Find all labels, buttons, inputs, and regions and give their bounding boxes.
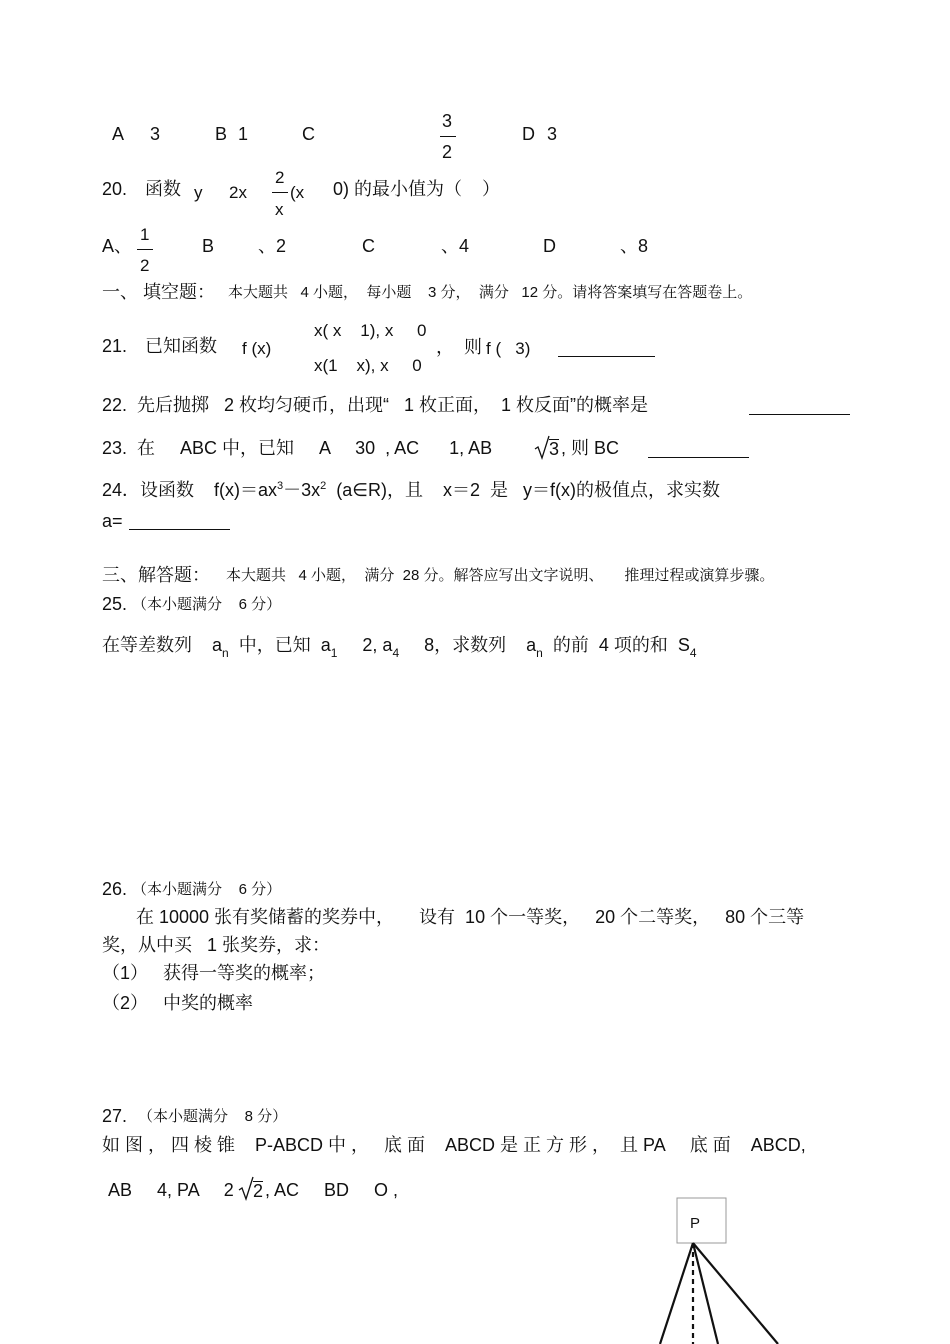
q26-score: （本小题满分 6 分） (132, 881, 282, 898)
q21-tail: ， 则 (436, 337, 483, 357)
q25-body (102, 635, 697, 660)
section-solve-description: 本大题共 4 小题， 满分 28 分。解答应写出文字说明、 推理过程或演算步骤。 (226, 567, 775, 584)
q20-expr3: 0) 的最小值为（ ） (333, 179, 501, 199)
q24-exponent-2: 2 (320, 480, 327, 492)
q21-ask: f ( 3) (486, 339, 531, 358)
q21-stem: 已知函数 (145, 336, 217, 356)
q19-option-c-label: C (302, 124, 315, 144)
q25-sub-1: 1 (330, 646, 338, 660)
q25-sub-s: 4 (689, 646, 697, 660)
q24-mid: －3x (283, 480, 321, 500)
q24-post: (a∈R)，且 x＝2 是 y＝f(x)的极值点，求实数 (326, 480, 720, 500)
q20-option-c-label: C (362, 236, 375, 256)
q19-option-a-value: 3 (150, 124, 161, 144)
q20-option-a-bar (137, 249, 153, 250)
q21-case-1: x( x 1), x 0 (314, 321, 427, 340)
q26-line-1: 在 10000 张有奖储蓄的奖券中， 设有 10 个一等奖， 20 个二等奖， 80 个三等 (136, 907, 805, 927)
q19-option-c-numerator: 3 (442, 111, 453, 131)
q20-fraction-bar (272, 192, 288, 193)
q25-sub-4: 4 (392, 646, 400, 660)
q25-body-5: 的前 4 项的和 S (542, 635, 690, 655)
q20-number: 20. (102, 179, 128, 199)
q20-option-a-num: 1 (140, 225, 150, 244)
q25-number: 25. (102, 594, 128, 614)
q24-answer-label: a= (102, 511, 123, 531)
q25-sub-n-2: n (536, 646, 543, 660)
q19-option-a-label: A (112, 124, 125, 144)
q21-case-2: x(1 x), x 0 (314, 356, 422, 375)
q22-text: 22. 先后抛掷 2 枚均匀硬币，出现“ 1 枚正面， 1 枚反面”的概率是 (102, 395, 649, 415)
q21-number: 21. (102, 336, 128, 356)
q20-stem: 函数 (145, 179, 181, 199)
pyramid-figure (600, 1190, 800, 1344)
q26-item-2: （2） 中奖的概率 (102, 993, 254, 1013)
q19-option-d-value: 3 (547, 124, 558, 144)
q22-answer-blank (749, 414, 850, 415)
q21-answer-blank (558, 356, 655, 357)
q19-option-c-denominator: 2 (442, 142, 453, 162)
q25-body-2: 中，已知 a (228, 635, 331, 655)
pyramid-edge-left (660, 1243, 693, 1344)
q27-sqrt-sign (238, 1175, 254, 1201)
q19-option-b-value: 1 (238, 124, 249, 144)
q26-item-1: （1） 获得一等奖的概率； (102, 963, 326, 983)
q24-text (102, 481, 720, 499)
q25-body-1: 在等差数列 a (102, 635, 223, 655)
q26-line-2: 奖，从中买 1 张奖券，求： (102, 935, 331, 955)
q25-sub-n: n (222, 646, 229, 660)
q20-option-d-value: 、8 (620, 236, 649, 256)
q23-answer-blank (648, 457, 749, 458)
q24-answer-blank (129, 529, 230, 530)
q23-text-pre: 23. 在 ABC 中，已知 A 30 , AC 1, AB (102, 438, 493, 458)
q25-body-4: 8，求数列 a (399, 635, 537, 655)
q27-score: （本小题满分 8 分） (138, 1108, 288, 1125)
q27-line-2-post: , AC BD O , (265, 1180, 399, 1200)
q19-option-b-label: B (215, 124, 228, 144)
q20-option-b-label: B (202, 236, 215, 256)
section-solve-heading: 三、解答题： (102, 565, 210, 585)
q24-pre: 24．设函数 f(x)＝ax (102, 480, 278, 500)
q21-fx: f (x) (242, 339, 272, 358)
q20-frac-den: x (275, 200, 284, 219)
q27-line-1: 如 图 ， 四 棱 锥 P-ABCD 中 ， 底 面 ABCD 是 正 方 形 ， 且 PA 底 面 ABCD, (102, 1135, 806, 1155)
q23-sqrt-value: 3 (549, 439, 560, 459)
q20-option-b-value: 、2 (258, 236, 287, 256)
q20-option-a: A、 (102, 236, 133, 256)
q20-option-c-value: 、4 (441, 236, 470, 256)
figure-label-box (677, 1198, 726, 1243)
q23-text-post: , 则 BC (561, 438, 620, 458)
figure-label-p: P (690, 1215, 701, 1232)
q20-expr1: 2x (229, 183, 247, 202)
q19-fraction-bar (440, 136, 456, 137)
q27-sqrt-value: 2 (253, 1181, 264, 1201)
q20-option-a-den: 2 (140, 256, 150, 275)
q24-exponent-1: 3 (277, 480, 284, 492)
section-fill-heading: 一、 填空题： (102, 282, 216, 302)
q20-frac-num: 2 (275, 168, 285, 187)
q20-expr2: (x (290, 183, 305, 202)
q27-number: 27. (102, 1106, 128, 1126)
q20-option-d-label: D (543, 236, 556, 256)
q26-number: 26. (102, 879, 128, 899)
q20-y: y (194, 183, 203, 202)
q25-score: （本小题满分 6 分） (132, 596, 282, 613)
q25-body-3: 2, a (337, 635, 393, 655)
q23-sqrt-sign (534, 434, 550, 460)
q19-option-d-label: D (522, 124, 535, 144)
q27-line-2-pre: AB 4, PA 2 (108, 1180, 234, 1200)
section-fill-description: 本大题共 4 小题， 每小题 3 分， 满分 12 分。请将答案填写在答题卷上。 (228, 284, 753, 301)
